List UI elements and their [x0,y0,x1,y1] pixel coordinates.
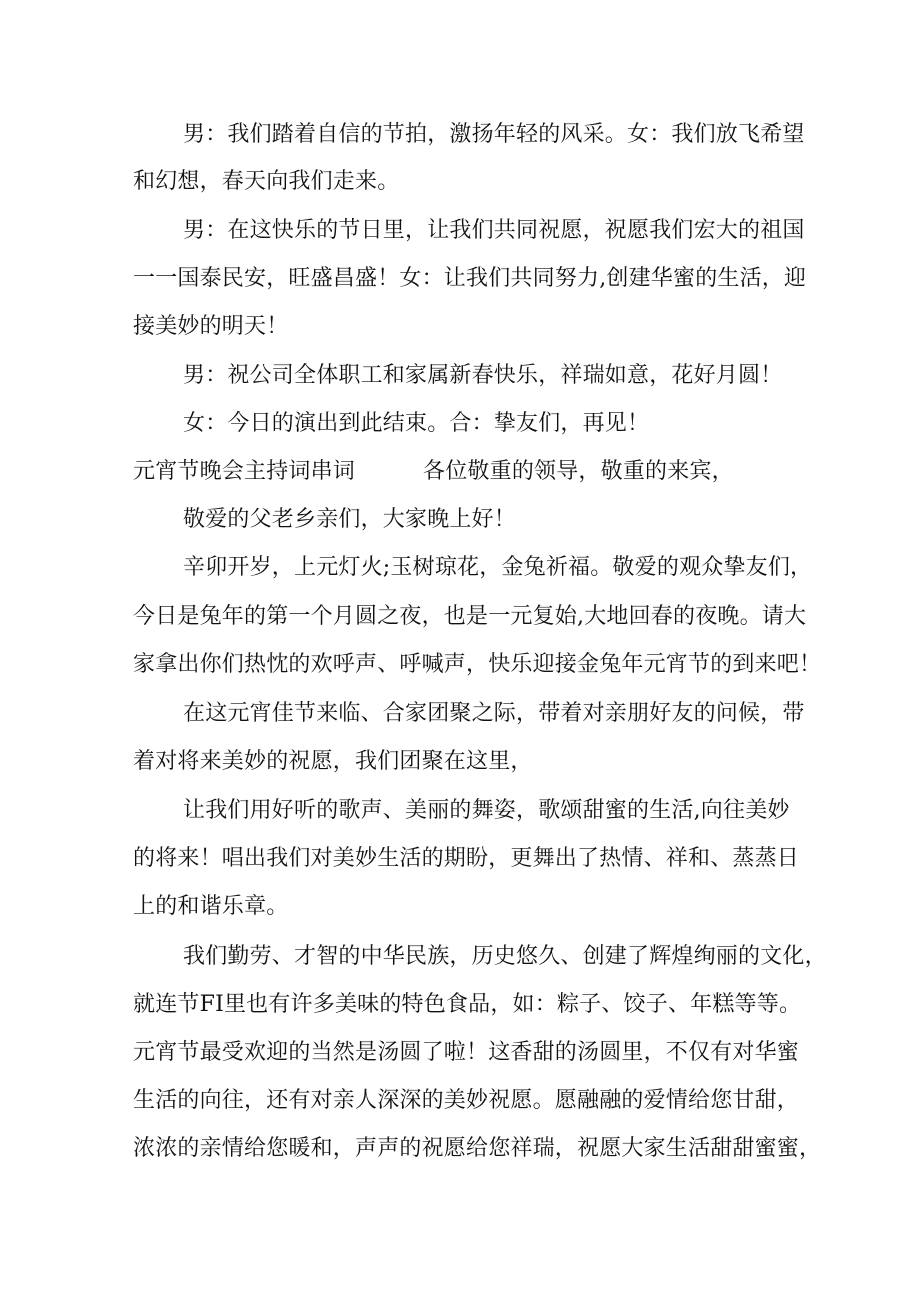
paragraph-line: 着对将来美妙的祝愿，我们团聚在这里， [133,749,533,774]
paragraph-line: 男：我们踏着自信的节拍，激扬年轻的风采。女：我们放飞希望 [183,122,805,147]
paragraph-line: 辛卯开岁，上元灯火;玉树琼花，金兔祈福。敬爱的观众挚友们， [183,555,813,580]
paragraph-line: 敬爱的父老乡亲们，大家晚上好！ [183,507,517,532]
paragraph-line: 男：在这快乐的节日里，让我们共同祝愿，祝愿我们宏大的祖国 [183,218,805,243]
paragraph-line: 在这元宵佳节来临、合家团聚之际，带着对亲朋好友的问候，带 [183,701,805,726]
paragraph-line: 男：祝公司全体职工和家属新春快乐，祥瑞如意，花好月圆！ [183,363,783,388]
section-title: 元宵节晚会主持词串词 [133,459,356,484]
paragraph-line: 让我们用好听的歌声、美丽的舞姿，歌颂甜蜜的生活,向往美妙 [183,798,790,823]
paragraph-line: 今日是兔年的第一个月圆之夜，也是一元复始,大地回春的夜晚。请大 [133,604,807,629]
section-title-line [133,455,734,489]
paragraph-line: 的将来！唱出我们对美妙生活的期盼，更舞出了热情、祥和、蒸蒸日 [133,846,800,871]
paragraph-line: 就连节FI里也有许多美味的特色食品，如：粽子、饺子、年糕等等。 [133,992,802,1017]
paragraph-line: 家拿出你们热忱的欢呼声、呼喊声，快乐迎接金兔年元宵节的到来吧！ [133,652,822,677]
paragraph-line: 女：今日的演出到此结束。合：挚友们，再见！ [183,411,650,436]
paragraph-line: 接美妙的明天！ [133,314,289,339]
paragraph-line: 元宵节最受欢迎的当然是汤圆了啦！这香甜的汤圆里，不仅有对华蜜 [133,1040,800,1065]
paragraph-line: 我们勤劳、才智的中华民族，历史悠久、创建了辉煌绚丽的文化， [183,944,827,969]
greeting-line: 各位敬重的领导，敬重的来宾， [423,459,734,484]
paragraph-line: 浓浓的亲情给您暖和，声声的祝愿给您祥瑞，祝愿大家生活甜甜蜜蜜， [133,1136,822,1161]
paragraph-line: 生活的向往，还有对亲人深深的美妙祝愿。愿融融的爱情给您甘甜， [133,1088,800,1113]
paragraph-line: 一一国泰民安，旺盛昌盛！女：让我们共同努力,创建华蜜的生活，迎 [133,266,807,291]
paragraph-line: 和幻想，春天向我们走来。 [133,169,400,194]
paragraph-line: 上的和谐乐章。 [133,894,289,919]
